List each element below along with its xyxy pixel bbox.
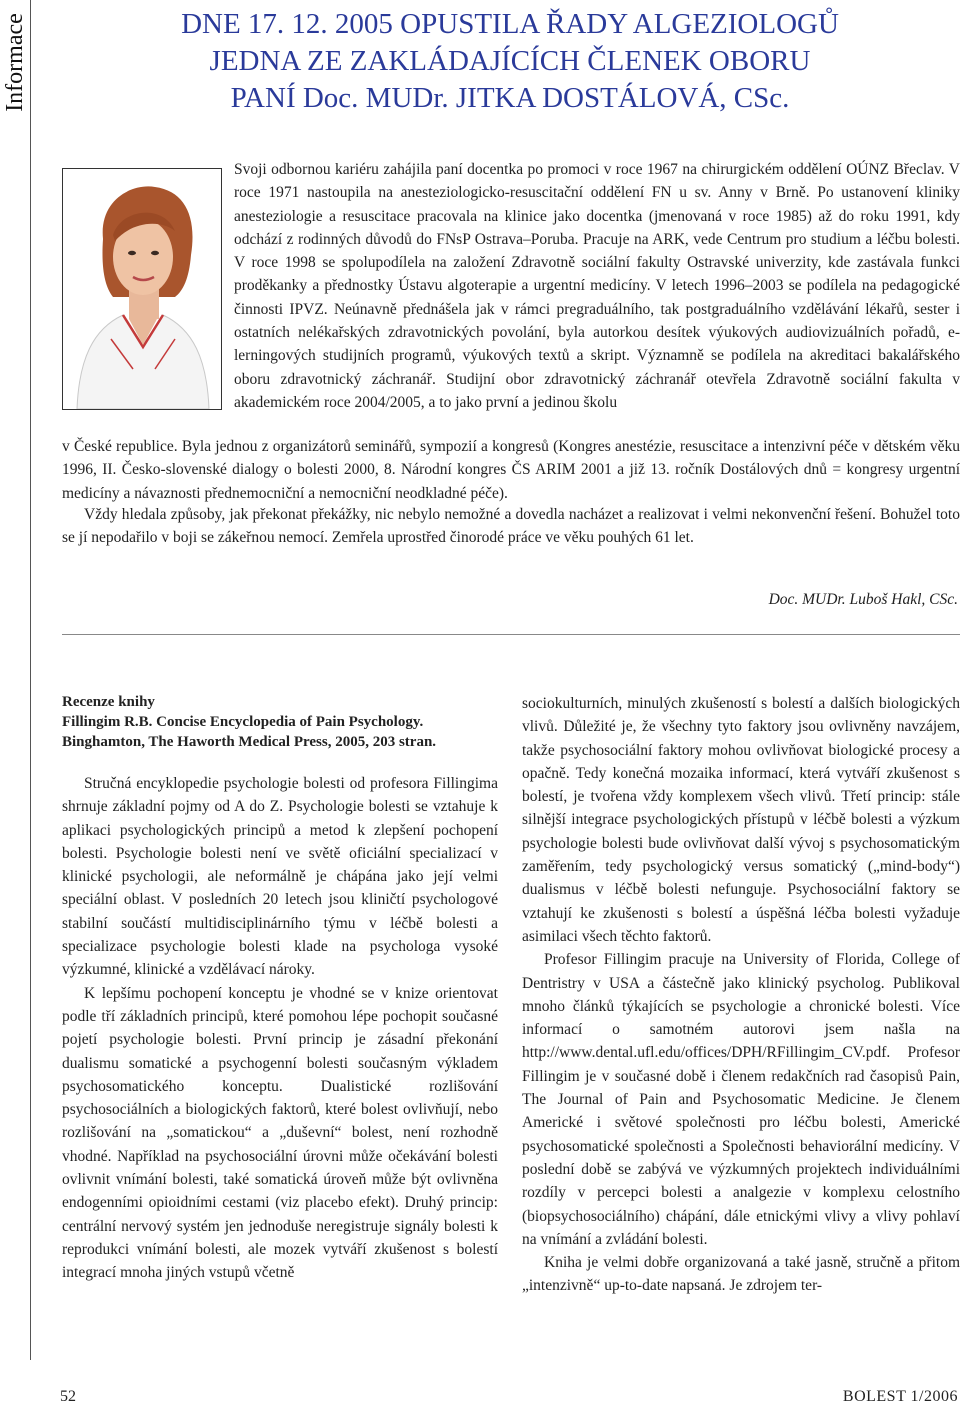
review-header [62,692,498,752]
portrait-photo [62,168,222,410]
side-rule [30,0,31,1360]
headline-line-2: JEDNA ZE ZAKLÁDAJÍCÍCH ČLENEK OBORU [209,45,811,77]
obituary-intro: Svoji odbornou kariéru zahájila paní docentka po promoci v roce 1967 na chirurgickém oddělení OÚNZ Břeclav. V roce 1971 nastoupila na anesteziologicko-resuscitační oddělení FN u sv. Anny v Brně. Po ustanovení kliniky anesteziologie a resuscitace pracovala na klinice jako docentka (jmenovaná v roce 1985) až do roku 1991, kdy odchází z rodinných důvodů do FNsP Ostrava–Poruba. Pracuje na ARK, vede Centrum pro studium a léčbu bolesti. V roce 1998 se spolupodílela na založení Zdravotně sociální fakulty Ostravské univerzity, kde zastávala funkci proděkanky a přednostky Ústavu algoterapie a urgentní medicíny. V letech 1996–2003 se podílela na pedagogické činnosti IPVZ. Neúnavně přednášela jak v rámci pregraduálního, tak postgraduálního vzdělávání lékařů, sester i ostatních nelékařských zdravotnických povolání, byla autorkou desítek výukových audiovizuálních pořadů, e-lerningových studijních programů, výukových textů a skript. Významně se podílela na akreditaci bakalářského oboru zdravotnický záchranář. Studijní obor zdravotnický záchranář otevřela Zdravotně sociální fakulta v akademickém roce 2004/2005, a to jako první a jedinou školu [234,161,960,411]
review-left-column [62,692,498,1285]
obituary-continuation: v České republice. Byla jednou z organizátorů seminářů, sympozií a kongresů (Kongres anestézie, resuscitace a intenzivní péče v dětském věku 1996, II. Česko-slovenské dialogy o bolesti 2000, 8. Národní kongres ČS ARIM 2001 a již 13. ročník Dostálových dnů = kongresy urgentní medicíny a návaznosti přednemocniční a nemocniční neodkladné péče). [62,438,960,502]
review-citation: Fillingim R.B. Concise Encyclopedia of Pain Psychology. Binghamton, The Haworth Medical Press, 2005, 203 stran. [62,714,437,750]
obituary-closing: Vždy hledala způsoby, jak překonat překážky, nic nebylo nemožné a dovedla nacházet a realizovat i velmi nekonvenční řešení. Bohužel toto se jí nepodařilo v boji se zákeřnou nemocí. Zemřela uprostřed činorodé práce ve věku pouhých 61 let. [62,506,960,547]
review-heading: Recenze knihy [62,694,155,710]
obituary-headline [60,6,960,117]
review-paragraph-1: Stručná encyklopedie psychologie bolesti od profesora Fillingima shrnuje základní pojmy od A do Z. Psychologie bolesti se vztahuje k aplikaci psychologických principů a metod k zlepšení pochopení bolesti. Psychologie bolesti není ve světě oficiální specializací v klinické psychologii, ale neformálně je chápána jako její velmi speciální oblast. V posledních 20 letech jsou kliničtí psychologové stabilní součástí multidisciplinárního týmu v léčbě bolesti a specializace psychologie bolesti klade na psychologa vysoké výzkumné, klinické a vzdělávací nároky. [62,775,498,979]
section-label-text: Informace [1,13,28,112]
review-paragraph-3: sociokulturních, minulých zkušeností s bolestí a dalších biologických vlivů. Důležité je, že všechny tyto faktory jsou ovlivněny navzájem, takže psychosociální faktory mohou ovlivňovat biologické procesy a opačně. Tedy konečná mozaika informací, která vytváří zkušenost s bolestí, je tvořena vždy komplexem všech vlivů. Třetí princip: stále silnější integrace psychologických přístupů v léčbě bolesti a výzkum psychologie bolesti bude ovlivňovat další vývoj s psychosomatickým zaměřením, tedy psychologický versus somatický („mind-body“) dualismus v léčbě bolesti nefunguje. Psychosociální faktory se vztahují ke zkušenosti s bolestí a úspěšná léčba bolesti vyžaduje asimilaci všech těchto faktorů. [522,695,960,945]
section-label [0,0,30,125]
page-number: 52 [60,1388,76,1405]
headline-line-3: PANÍ Doc. MUDr. JITKA DOSTÁLOVÁ, CSc. [230,82,790,114]
obituary-signature: Doc. MUDr. Luboš Hakl, CSc. [768,591,958,608]
review-paragraph-5: Kniha je velmi dobře organizovaná a také jasně, stručně a přitom „intenzivně“ up-to-date napsaná. Je zdrojem ter- [522,1254,960,1295]
portrait-illustration [63,169,221,409]
journal-issue: BOLEST 1/2006 [842,1388,958,1405]
review-paragraph-2: K lepšímu pochopení konceptu je vhodné se v knize orientovat podle tří základních principů, které pomohou lépe pochopit současné pojetí psychologie bolesti. První princip je zásadní překonání dualismu somatické a psychogenní bolesti současným výkladem psychosomatického konceptu. Dualistické rozlišování psychosociálních a biologických faktorů, které bolest ovlivňují, nebo rozlišování na „somatickou“ a „duševní“ bolest, není rozhodně vhodné. Například na psychosociální úrovni může očekávání bolesti ovlivnit vnímání bolesti, také somatická úroveň může být ovlivněna endogenními opioidními cestami (viz placebo efekt). Druhý princip: centrální nervový systém jen jednoduše neregistruje signály bolesti k reprodukci vnímání bolesti, ale mozek vytváří zkušenost s bolestí integrací mnoha jiných vstupů včetně [62,984,498,1282]
review-paragraph-4: Profesor Fillingim pracuje na University of Florida, College of Dentristry v USA a částečně jako klinický psycholog. Publikoval mnoho článků týkajících se psychologie a chronické bolesti. Více informací o samotném autorovi jsem našla na http://www.dental.ufl.edu/offices/DPH/RFillingim_CV.pdf. Profesor Fillingim je v současné době i členem redakčních rad časopisů Pain, The Journal of Pain and Psychosomatic Medicine. Je členem Americké i světové společnosti pro léčbu bolesti, Americké psychosomatické společnosti a Společnosti behaviorální medicíny. V poslední době se zabývá ve výzkumných projektech individuálními rozdíly v percepci bolesti a analgezie v komplexu celostního (biopsychosociálního) chápání, dále etnickými vlivy a vlivy pohlaví na vnímání a zvládání bolesti. [522,951,960,1248]
section-divider [62,634,960,635]
headline-line-1: DNE 17. 12. 2005 OPUSTILA ŘADY ALGEZIOLOGŮ [181,8,839,40]
review-right-column [522,692,960,1298]
